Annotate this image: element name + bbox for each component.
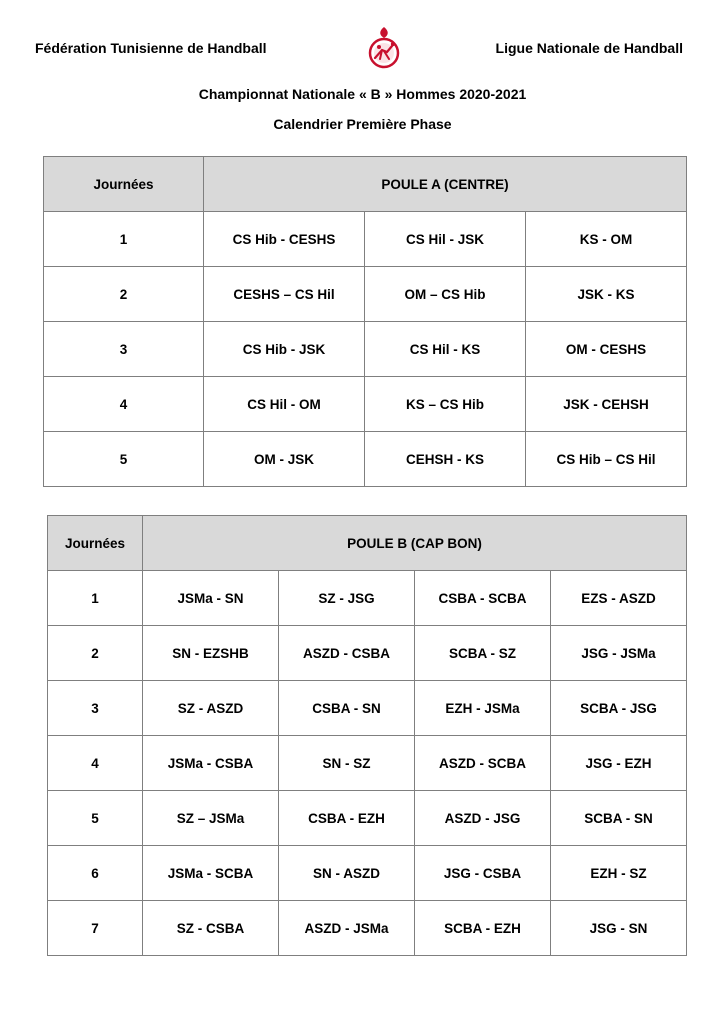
table-row <box>48 681 687 736</box>
journee-number: 3 <box>48 681 143 736</box>
match-cell: JSG - CSBA <box>415 846 551 901</box>
poule-b-table <box>47 515 687 956</box>
match-cell: EZH - SZ <box>551 846 687 901</box>
match-cell: JSMa - CSBA <box>143 736 279 791</box>
poule-a-table <box>43 156 687 487</box>
table-row <box>44 432 687 487</box>
match-cell: SCBA - SZ <box>415 626 551 681</box>
match-cell: SCBA - SN <box>551 791 687 846</box>
match-cell: CSBA - EZH <box>279 791 415 846</box>
match-cell: JSG - JSMa <box>551 626 687 681</box>
match-cell: SCBA - EZH <box>415 901 551 956</box>
match-cell: CS Hib - JSK <box>204 322 365 377</box>
journee-number: 4 <box>44 377 204 432</box>
championship-title: Championnat Nationale « B » Hommes 2020-2021 <box>198 86 527 102</box>
journee-number: 2 <box>44 267 204 322</box>
table-header-row <box>48 516 687 571</box>
match-cell: JSMa - SCBA <box>143 846 279 901</box>
match-cell: CEHSH - KS <box>365 432 526 487</box>
match-cell: CS Hib - CESHS <box>204 212 365 267</box>
table-row <box>48 736 687 791</box>
match-cell: ASZD - SCBA <box>415 736 551 791</box>
match-cell: SZ - ASZD <box>143 681 279 736</box>
match-cell: ASZD - CSBA <box>279 626 415 681</box>
federation-name: Fédération Tunisienne de Handball <box>35 40 267 56</box>
league-name: Ligue Nationale de Handball <box>495 40 683 56</box>
match-cell: SZ – JSMa <box>143 791 279 846</box>
match-cell: EZH - JSMa <box>415 681 551 736</box>
match-cell: SZ - JSG <box>279 571 415 626</box>
match-cell: ASZD - JSMa <box>279 901 415 956</box>
journee-number: 2 <box>48 626 143 681</box>
match-cell: KS – CS Hib <box>365 377 526 432</box>
match-cell: CS Hil - OM <box>204 377 365 432</box>
journee-number: 1 <box>44 212 204 267</box>
match-cell: JSK - CEHSH <box>526 377 687 432</box>
match-cell: CSBA - SN <box>279 681 415 736</box>
match-cell: SN - ASZD <box>279 846 415 901</box>
match-cell: CESHS – CS Hil <box>204 267 365 322</box>
match-cell: ASZD - JSG <box>415 791 551 846</box>
match-cell: CSBA - SCBA <box>415 571 551 626</box>
match-cell: SN - EZSHB <box>143 626 279 681</box>
table-header-row <box>44 157 687 212</box>
match-cell: JSG - EZH <box>551 736 687 791</box>
journee-number: 6 <box>48 846 143 901</box>
match-cell: OM – CS Hib <box>365 267 526 322</box>
journee-number: 5 <box>44 432 204 487</box>
match-cell: OM - JSK <box>204 432 365 487</box>
match-cell: OM - CESHS <box>526 322 687 377</box>
match-cell: CS Hil - KS <box>365 322 526 377</box>
table-row <box>48 846 687 901</box>
journee-number: 3 <box>44 322 204 377</box>
table-row <box>44 377 687 432</box>
table-row <box>44 322 687 377</box>
match-cell: CS Hil - JSK <box>365 212 526 267</box>
table-row <box>48 791 687 846</box>
table-row <box>44 267 687 322</box>
match-cell: EZS - ASZD <box>551 571 687 626</box>
match-cell: SN - SZ <box>279 736 415 791</box>
table-row <box>48 626 687 681</box>
match-cell: CS Hib – CS Hil <box>526 432 687 487</box>
match-cell: JSG - SN <box>551 901 687 956</box>
match-cell: KS - OM <box>526 212 687 267</box>
handball-federation-logo <box>364 25 404 71</box>
journee-number: 1 <box>48 571 143 626</box>
match-cell: JSMa - SN <box>143 571 279 626</box>
journee-number: 7 <box>48 901 143 956</box>
poule-b-title: POULE B (CAP BON) <box>143 516 687 571</box>
table-row <box>44 212 687 267</box>
journee-number: 5 <box>48 791 143 846</box>
match-cell: JSK - KS <box>526 267 687 322</box>
poule-a-title: POULE A (CENTRE) <box>204 157 687 212</box>
calendar-subtitle: Calendrier Première Phase <box>273 116 452 132</box>
table-row <box>48 571 687 626</box>
match-cell: SCBA - JSG <box>551 681 687 736</box>
journees-header: Journées <box>48 516 143 571</box>
match-cell: SZ - CSBA <box>143 901 279 956</box>
table-row <box>48 901 687 956</box>
journees-header: Journées <box>44 157 204 212</box>
journee-number: 4 <box>48 736 143 791</box>
